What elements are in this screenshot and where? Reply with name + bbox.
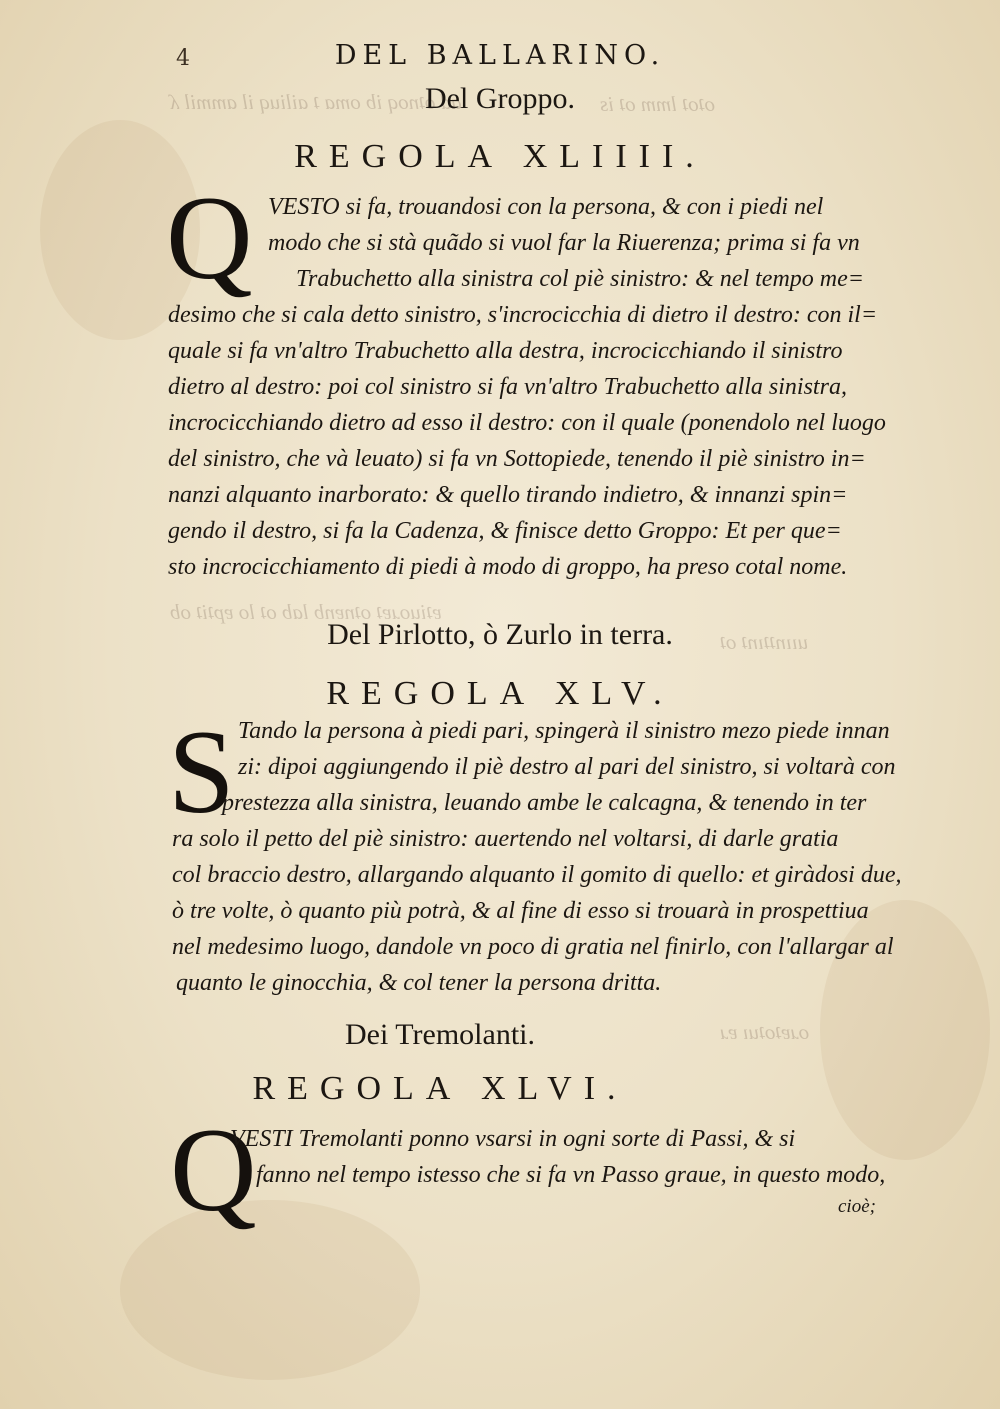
text-line: sto incrocicchiamento di piedi à modo di groppo, ha preso cotal nome. bbox=[168, 554, 848, 580]
text-line: quanto le ginocchia, & col tener la persona dritta. bbox=[176, 970, 662, 996]
page-number: 4 bbox=[176, 46, 190, 71]
running-head: DEL BALLARINO. bbox=[334, 40, 666, 71]
regola-heading: REGOLA XLV. bbox=[326, 675, 674, 712]
text-line: ò tre volte, ò quanto più potrà, & al fine di esso si trouarà in prospettiua bbox=[172, 898, 869, 924]
drop-cap: S bbox=[168, 705, 235, 838]
section-title-pirlotto: Del Pirlotto, ò Zurlo in terra. bbox=[327, 618, 673, 651]
text-line: incrocicchiando dietro ad esso il destro: con il quale (ponendolo nel luogo bbox=[168, 410, 886, 436]
text-line: Tando la persona à piedi pari, spingerà il sinistro mezo piede innan bbox=[238, 718, 890, 744]
text-line: VESTO si fa, trouandosi con la persona, & con i piedi nel bbox=[268, 194, 824, 220]
bleed-through-text: ɐʇiuoɹɐʇ oʇnɐnb lab oʇ lo ɐpʇiʇ ob bbox=[170, 600, 442, 624]
text-line: col braccio destro, allargando alquanto il gomito di quello: et giràdosi due, bbox=[172, 862, 902, 888]
text-line: quale si fa vn'altro Trabuchetto alla destra, incrocicchiando il sinistro bbox=[168, 338, 843, 364]
bleed-through-text: uıınʇʇınʇ oʇ bbox=[720, 630, 809, 654]
bleed-through-text: oɹɐʇoʇuı ɐɹ bbox=[720, 1020, 810, 1044]
paper-stain bbox=[120, 1200, 420, 1380]
regola-heading: REGOLA XLVI. bbox=[252, 1070, 628, 1107]
text-line: modo che si stà quãdo si vuol far la Riuerenza; prima si fa vn bbox=[268, 230, 860, 256]
text-line: prestezza alla sinistra, leuando ambe le calcagna, & tenendo in ter bbox=[222, 790, 867, 816]
text-line: Trabuchetto alla sinistra col piè sinistro: & nel tempo me= bbox=[296, 266, 864, 292]
bleed-through-text: oʇoʇ lmm oʇ is bbox=[600, 92, 715, 116]
text-line: zi: dipoi aggiungendo il piè destro al pari del sinistro, si voltarà con bbox=[238, 754, 896, 780]
text-line: nanzi alquanto inarborato: & quello tirando indietro, & innanzi spin= bbox=[168, 482, 848, 508]
text-line: gendo il destro, si fa la Cadenza, & finisce detto Groppo: Et per que= bbox=[168, 518, 842, 544]
text-line: nel medesimo luogo, dandole vn poco di gratia nel finirlo, con l'allargar al bbox=[172, 934, 894, 960]
bleed-through-text: ad oʇnoq ib oma ʇ ailiuq il ammil ʎ bbox=[170, 90, 462, 114]
drop-cap: Q bbox=[166, 171, 253, 304]
text-line: VESTI Tremolanti ponno vsarsi in ogni sorte di Passi, & si bbox=[230, 1126, 796, 1152]
text-line: dietro al destro: poi col sinistro si fa vn'altro Trabuchetto alla sinistra, bbox=[168, 374, 847, 400]
regola-heading: REGOLA XLIIII. bbox=[294, 138, 706, 175]
text-line: ra solo il petto del piè sinistro: auertendo nel voltarsi, di darle gratia bbox=[172, 826, 839, 852]
text-line: desimo che si cala detto sinistro, s'incrocicchia di dietro il destro: con il= bbox=[168, 302, 878, 328]
text-line: fanno nel tempo istesso che si fa vn Passo graue, in questo modo, bbox=[256, 1162, 886, 1188]
section-title-groppo: Del Groppo. bbox=[425, 82, 575, 115]
text-line: del sinistro, che và leuato) si fa vn Sottopiede, tenendo il piè sinistro in= bbox=[168, 446, 866, 472]
catchword: cioè; bbox=[838, 1196, 876, 1217]
drop-cap: Q bbox=[170, 1103, 257, 1236]
section-title-tremolanti: Dei Tremolanti. bbox=[344, 1018, 535, 1051]
